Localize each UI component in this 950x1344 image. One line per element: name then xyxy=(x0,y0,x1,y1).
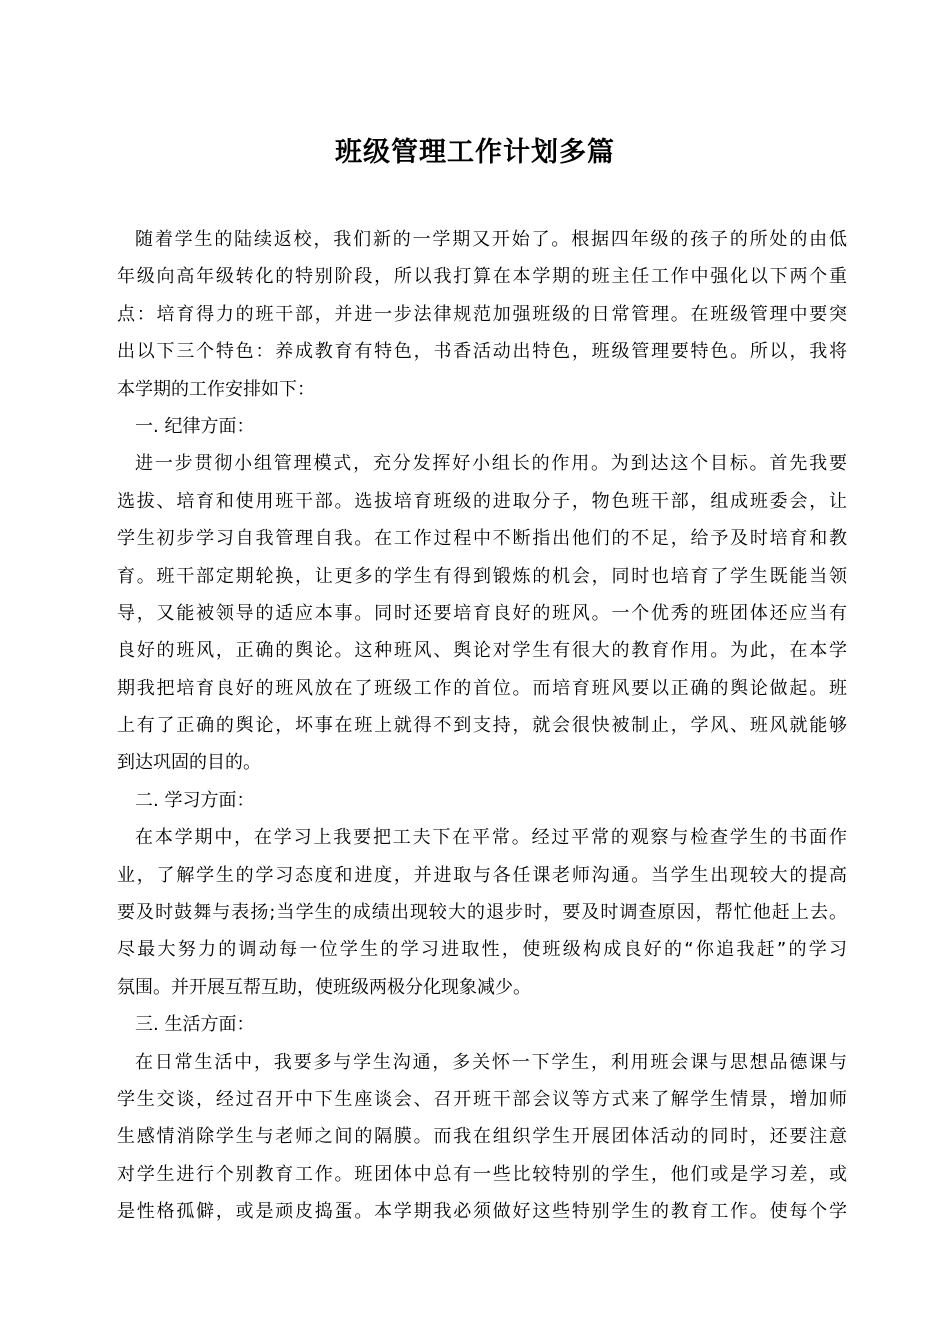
body-text-line: 三. 生活方面： xyxy=(135,1014,255,1036)
body-text-line: 是性格孤僻，或是顽皮捣蛋。本学期我必须做好这些特别学生的教育工作。使每个学 xyxy=(117,1201,847,1223)
body-text-line: 良好的班风，正确的舆论。这种班风、舆论对学生有很大的教育作用。为此，在本学 xyxy=(117,640,847,662)
body-text-line: 学生交谈，经过召开中下生座谈会、召开班干部会议等方式来了解学生情景，增加师 xyxy=(117,1088,847,1110)
body-text-line: 在日常生活中，我要多与学生沟通，多关怀一下学生，利用班会课与思想品德课与 xyxy=(135,1051,847,1073)
body-text-line: 导，又能被领导的适应本事。同时还要培育良好的班风。一个优秀的班团体还应当有 xyxy=(117,602,847,624)
body-text-line: 选拔、培育和使用班干部。选拔培育班级的进取分子，物色班干部，组成班委会，让 xyxy=(117,490,847,512)
body-text-line: 进一步贯彻小组管理模式，充分发挥好小组长的作用。为到达这个目标。首先我要 xyxy=(135,453,847,475)
body-text-line: 期我把培育良好的班风放在了班级工作的首位。而培育班风要以正确的舆论做起。班 xyxy=(117,677,847,699)
body-text-line: 业，了解学生的学习态度和进度，并进取与各任课老师沟通。当学生出现较大的提高 xyxy=(117,864,847,886)
body-text-line: 二. 学习方面： xyxy=(135,789,255,811)
document-title: 班级管理工作计划多篇 xyxy=(335,137,615,168)
body-text-line: 年级向高年级转化的特别阶段，所以我打算在本学期的班主任工作中强化以下两个重 xyxy=(117,266,847,288)
body-text-line: 随着学生的陆续返校，我们新的一学期又开始了。根据四年级的孩子的所处的由低 xyxy=(135,229,847,250)
body-text-line: 对学生进行个别教育工作。班团体中总有一些比较特别的学生，他们或是学习差，或 xyxy=(117,1163,847,1185)
body-text-line: 一. 纪律方面： xyxy=(135,415,255,437)
body-text-line: 本学期的工作安排如下： xyxy=(117,378,315,400)
body-text-line: 学生初步学习自我管理自我。在工作过程中不断指出他们的不足，给予及时培育和教 xyxy=(117,528,847,550)
document-body xyxy=(117,221,847,1231)
body-text-line: 生感情消除学生与老师之间的隔膜。而我在组织学生开展团体活动的同时，还要注意 xyxy=(117,1126,847,1148)
body-text-line: 出以下三个特色：养成教育有特色，书香活动出特色，班级管理要特色。所以，我将 xyxy=(117,341,847,363)
body-text-line: 氛围。并开展互帮互助，使班级两极分化现象减少。 xyxy=(117,976,531,998)
body-text-line: 要及时鼓舞与表扬;当学生的成绩出现较大的退步时，要及时调查原因，帮忙他赶上去。 xyxy=(117,902,847,924)
body-text-line: 上有了正确的舆论，坏事在班上就得不到支持，就会很快被制止，学风、班风就能够 xyxy=(117,715,847,737)
body-text-line: 到达巩固的目的。 xyxy=(117,752,261,774)
body-text-line: 在本学期中，在学习上我要把工夫下在平常。经过平常的观察与检查学生的书面作 xyxy=(135,827,847,849)
body-text-line: 尽最大努力的调动每一位学生的学习进取性，使班级构成良好的“你追我赶”的学习 xyxy=(117,939,847,961)
body-text-line: 点：培育得力的班干部，并进一步法律规范加强班级的日常管理。在班级管理中要突 xyxy=(117,303,847,325)
body-text-line: 育。班干部定期轮换，让更多的学生有得到锻炼的机会，同时也培育了学生既能当领 xyxy=(117,565,847,587)
